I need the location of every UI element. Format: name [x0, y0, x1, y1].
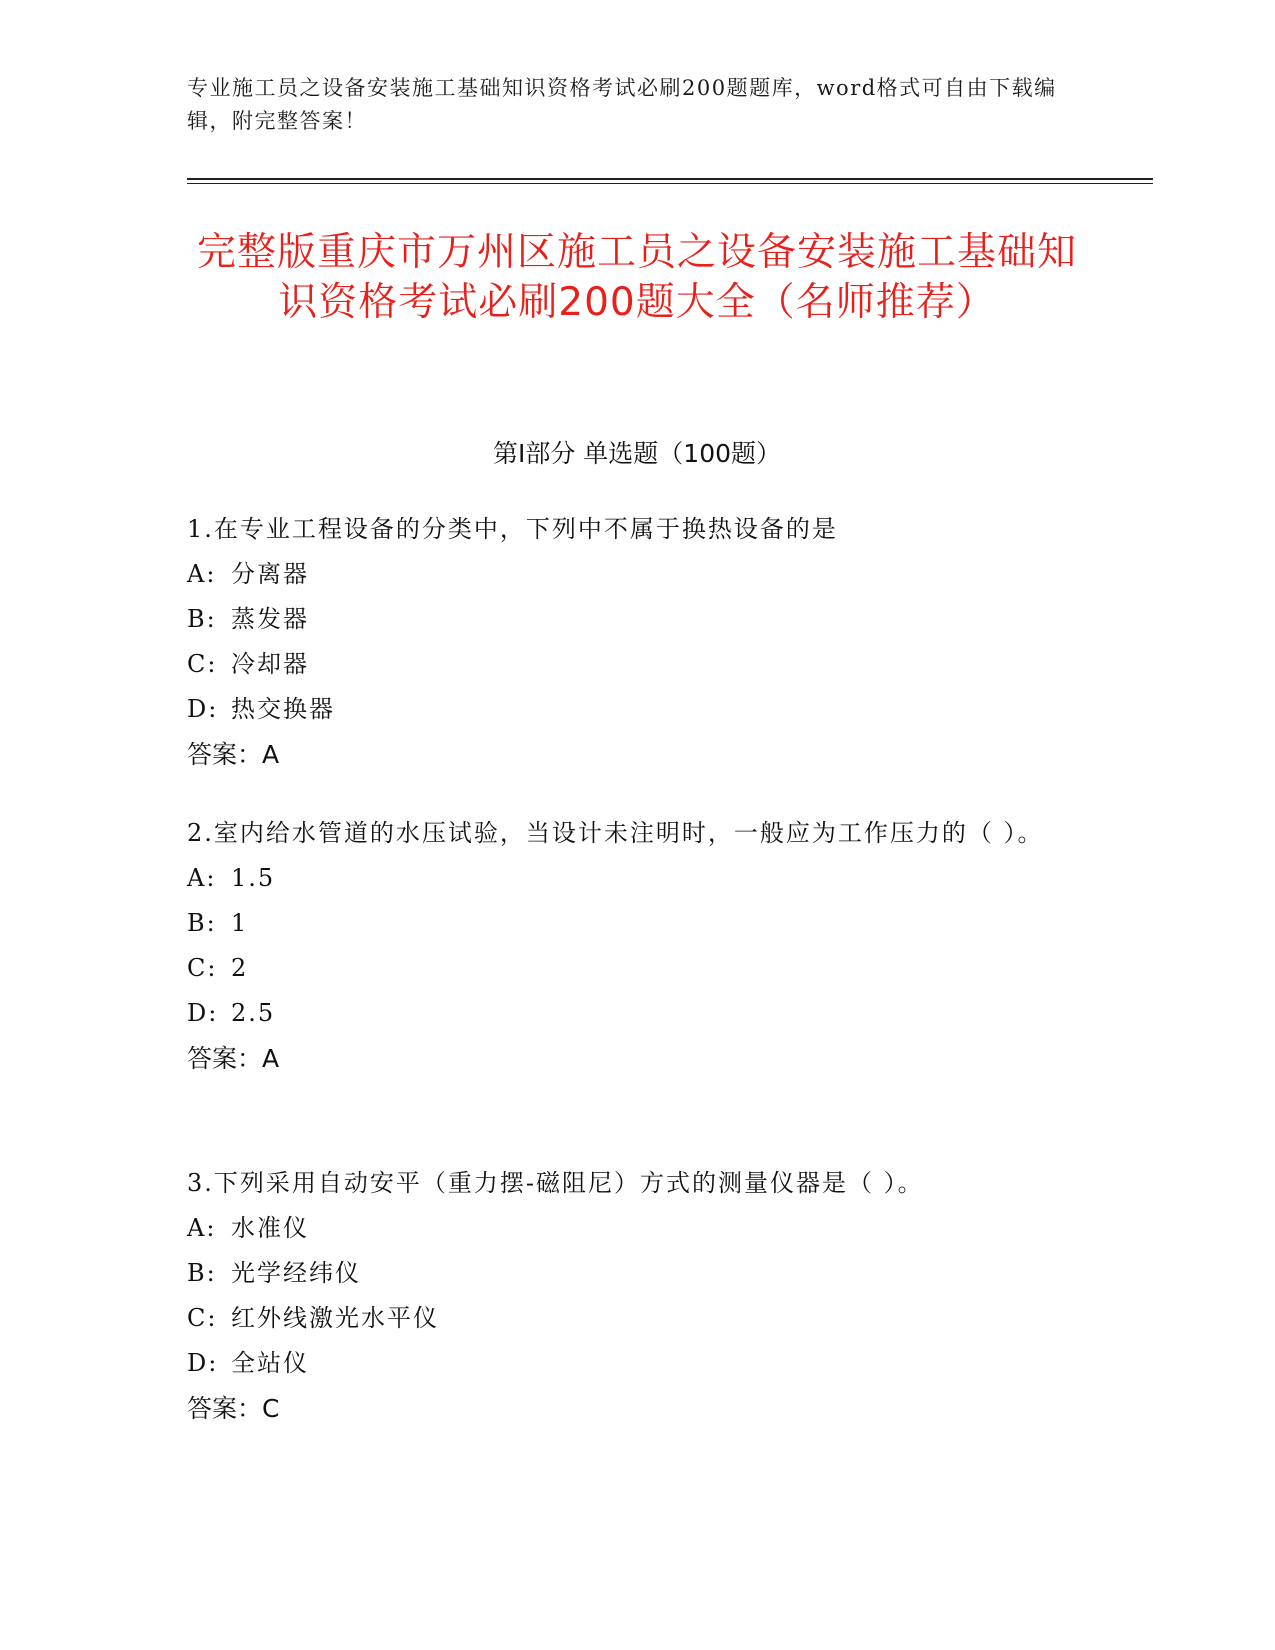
- answer-line: 答案：C: [187, 1394, 280, 1423]
- option-key: B:: [187, 909, 217, 937]
- section-heading: 第I部分 单选题（100题）: [492, 439, 782, 468]
- option-text: 2: [231, 954, 249, 982]
- option-text: 2.5: [231, 999, 276, 1027]
- option-a: [187, 1206, 1087, 1251]
- option-a: [187, 552, 1087, 597]
- option-b: [187, 1251, 1087, 1296]
- answer-line: 答案：A: [187, 740, 280, 769]
- option-key: B:: [187, 605, 217, 633]
- header-divider-thin: [187, 183, 1153, 184]
- option-text: 光学经纬仪: [231, 1259, 361, 1287]
- option-text: 全站仪: [231, 1349, 309, 1377]
- option-d: [187, 687, 1087, 732]
- option-text: 分离器: [231, 560, 309, 588]
- header-note: 专业施工员之设备安装施工基础知识资格考试必刷200题题库，word格式可自由下载编辑，附完整答案！: [187, 76, 1057, 133]
- option-key: D:: [187, 695, 219, 723]
- option-text: 红外线激光水平仪: [231, 1304, 439, 1332]
- option-c: [187, 946, 1087, 991]
- question-1: [187, 506, 1087, 778]
- option-text: 水准仪: [231, 1214, 309, 1242]
- option-key: A:: [187, 864, 217, 892]
- option-key: C:: [187, 650, 218, 678]
- option-d: [187, 991, 1087, 1036]
- option-text: 热交换器: [231, 695, 335, 723]
- option-text: 蒸发器: [231, 605, 309, 633]
- question-3: [187, 1160, 1087, 1432]
- option-key: C:: [187, 954, 218, 982]
- option-key: C:: [187, 1304, 218, 1332]
- question-stem: 2.室内给水管道的水压试验，当设计未注明时，一般应为工作压力的（ ）。: [187, 819, 1044, 847]
- option-c: [187, 642, 1087, 687]
- header-divider-thick: [187, 178, 1153, 180]
- option-a: [187, 856, 1087, 901]
- option-d: [187, 1341, 1087, 1386]
- option-b: [187, 901, 1087, 946]
- option-c: [187, 1296, 1087, 1341]
- document-title: 完整版重庆市万州区施工员之设备安装施工基础知识资格考试必刷200题大全（名师推荐）: [196, 230, 1077, 325]
- question-stem: 1.在专业工程设备的分类中，下列中不属于换热设备的是: [187, 515, 838, 543]
- answer-line: 答案：A: [187, 1044, 280, 1073]
- option-text: 冷却器: [231, 650, 309, 678]
- option-key: A:: [187, 1214, 217, 1242]
- option-key: A:: [187, 560, 217, 588]
- option-key: D:: [187, 999, 219, 1027]
- option-text: 1.5: [231, 864, 276, 892]
- question-stem: 3.下列采用自动安平（重力摆-磁阻尼）方式的测量仪器是（ ）。: [187, 1169, 924, 1197]
- option-text: 1: [231, 909, 249, 937]
- question-2: [187, 810, 1087, 1082]
- option-key: D:: [187, 1349, 219, 1377]
- option-b: [187, 597, 1087, 642]
- option-key: B:: [187, 1259, 217, 1287]
